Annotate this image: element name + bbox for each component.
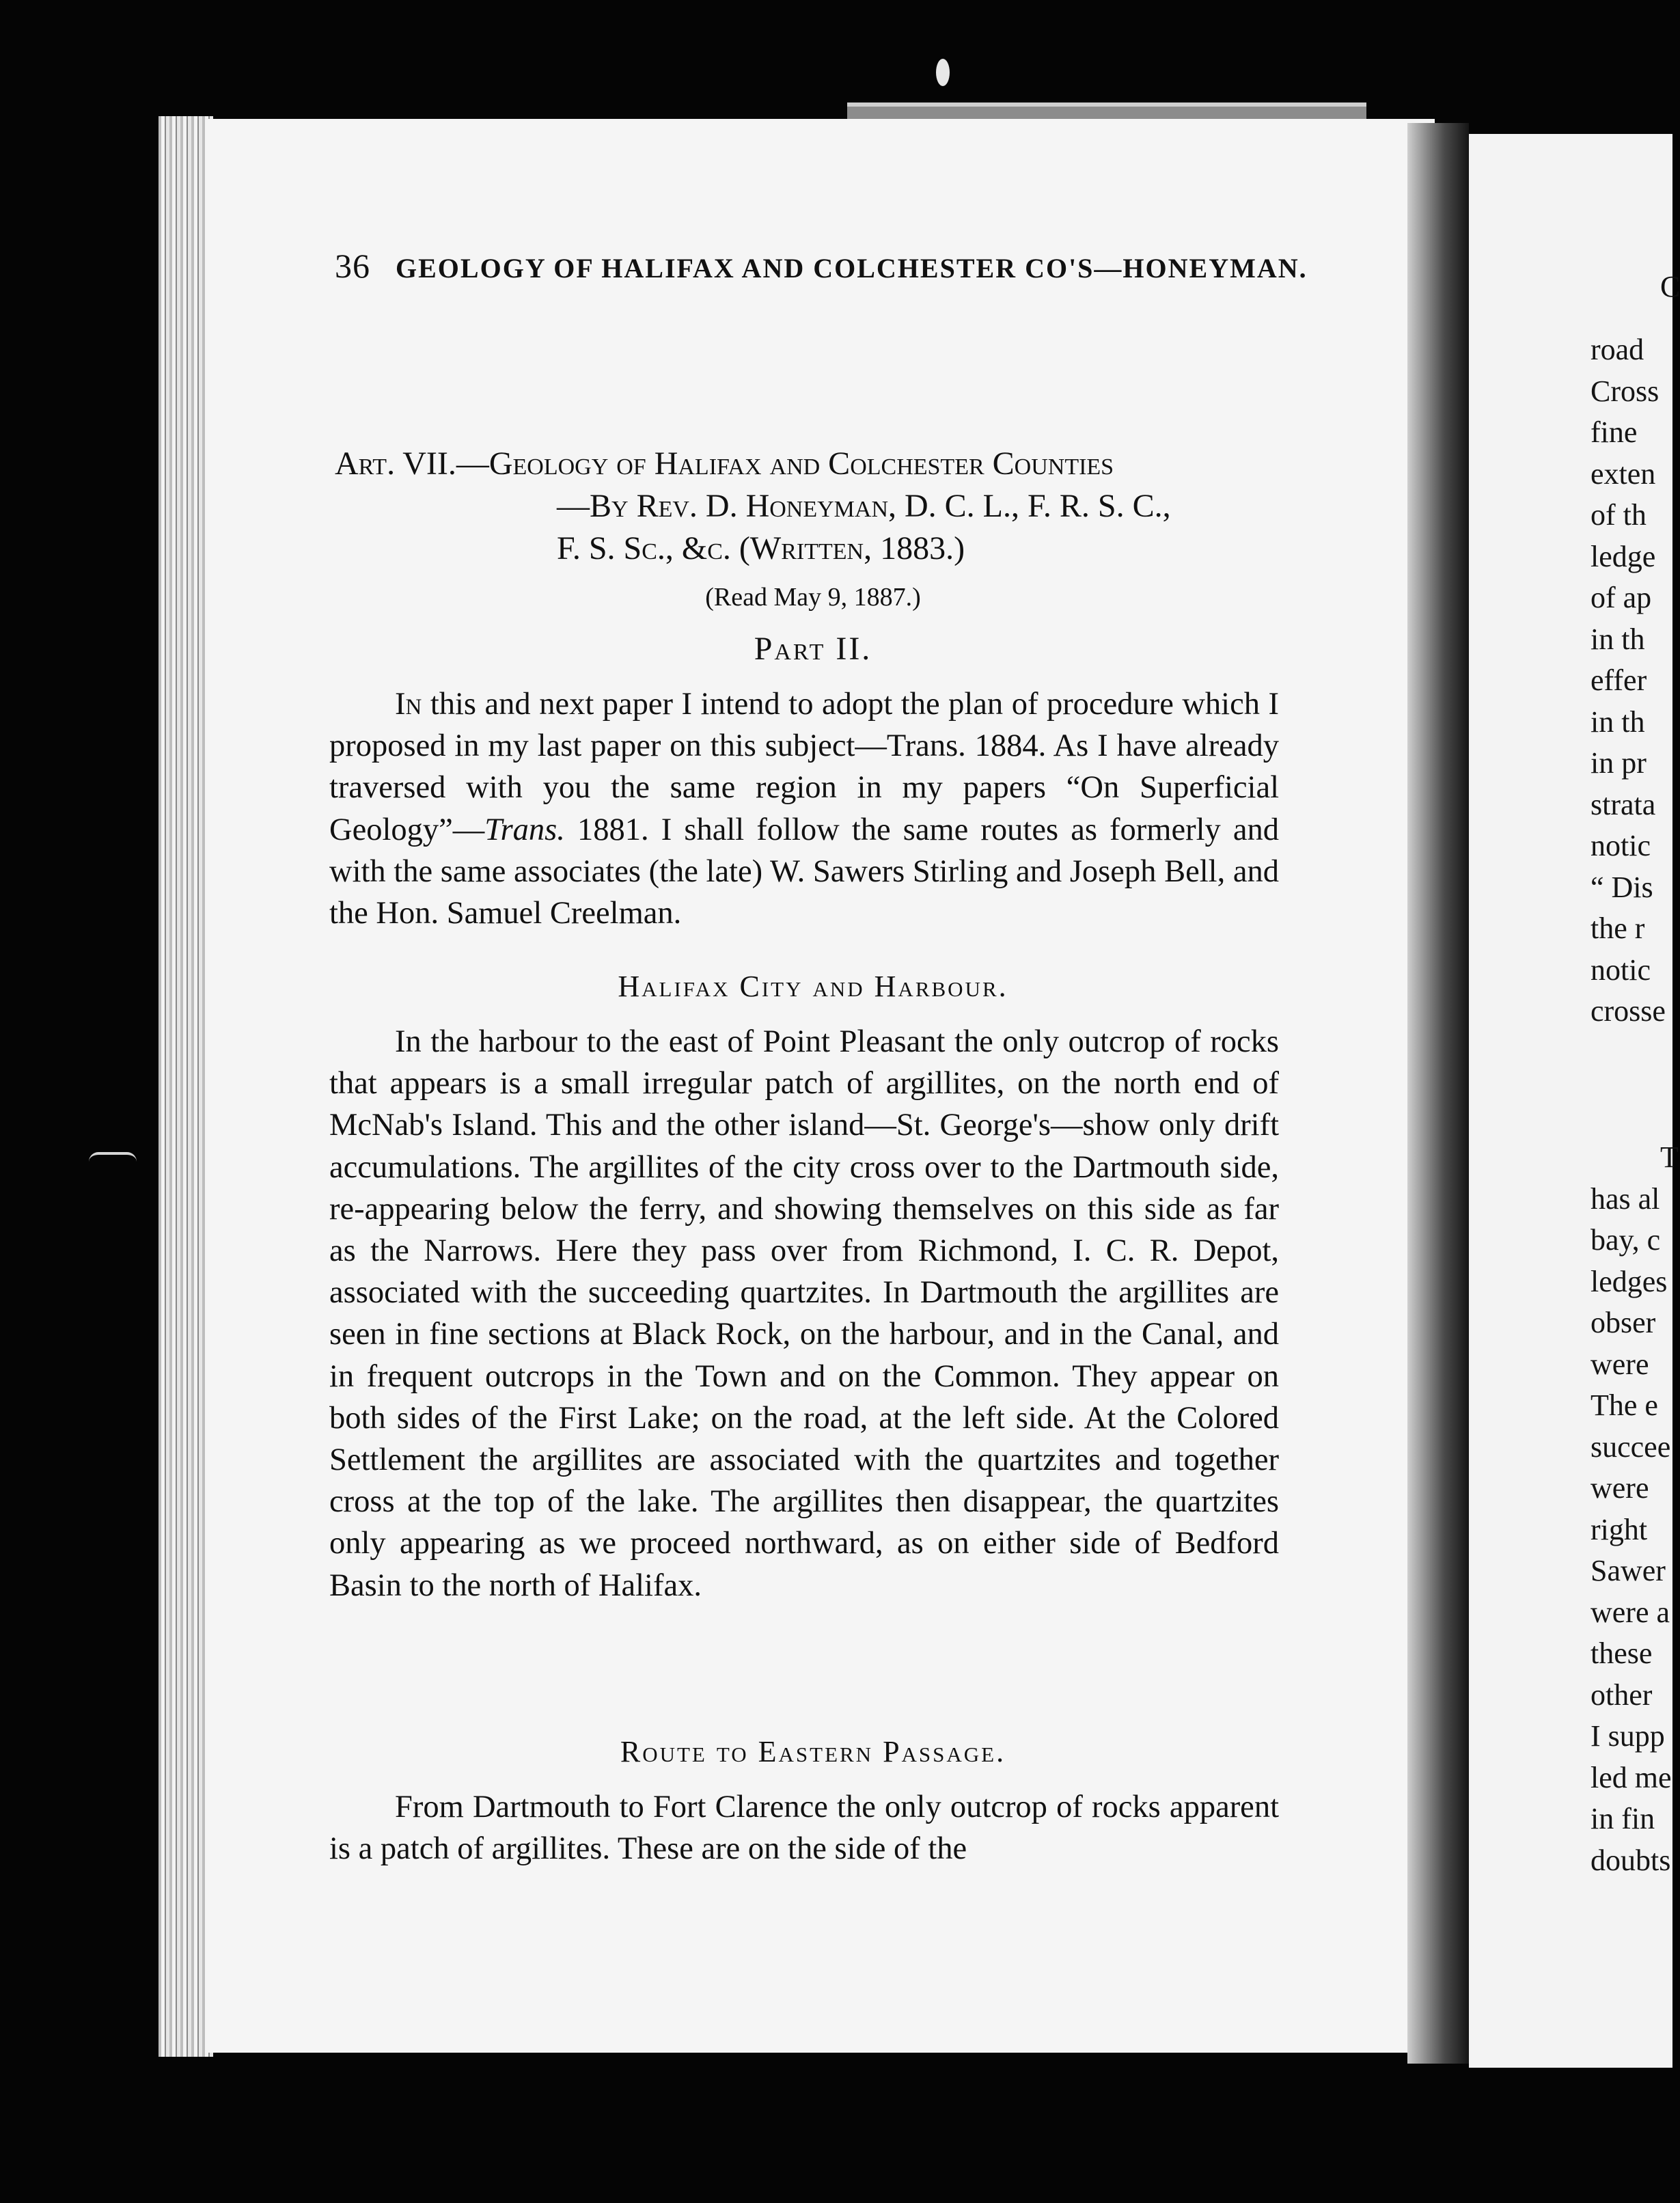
right-page-line: in th [1591, 622, 1645, 656]
right-page-line: were [1591, 1471, 1649, 1505]
right-page-line: succee [1591, 1429, 1671, 1464]
paragraph-halifax-text: In the harbour to the east of Point Pleasant the only outcrop of rocks that appears is a small irregular patch of argillites, on the north end of McNab's Island. This and the other island—St. George's—show only drift accumulations. The argillites of the city cross over to the Dartmouth side, re-appearing below the ferry, and showing themselves on this side as far as the Narrows. Here they pass over from Richmond, I. C. R. Depot, associated with the succeeding quartzites. In Dartmouth the argillites are seen in fine sections at Black Rock, on the harbour, and in the Canal, and in frequent outcrops in the Town and on the Common. They appear on both sides of the First Lake; on the road, at the left side. At the Colored Settlement the argillites are associated with the quartzites and together cross at the top of the lake. The argillites then disappear, the quartzites only appearing as we proceed northward, as on either side of Bedford Basin to the north of Halifax. [329, 1024, 1279, 1603]
right-page-line: has al [1591, 1181, 1660, 1216]
right-page [1469, 134, 1680, 2068]
right-page-line: these [1591, 1637, 1653, 1670]
margin-mark [89, 1152, 137, 1162]
right-page-line: ledges [1591, 1264, 1668, 1298]
section-heading-eastern-passage: Route to Eastern Passage. [620, 1735, 1006, 1768]
right-page-line: in fin [1591, 1802, 1655, 1835]
right-page-line: notic [1591, 953, 1651, 987]
section-heading-halifax: Halifax City and Harbour. [618, 970, 1008, 1003]
right-page-line: doubts [1591, 1843, 1671, 1877]
right-page-line: obser [1591, 1306, 1656, 1339]
right-page-line: I supp [1591, 1719, 1665, 1753]
right-page-line: notic [1591, 829, 1651, 862]
right-page-line: were [1591, 1347, 1649, 1381]
right-page-line: in th [1591, 704, 1645, 739]
right-page-line: Cross [1591, 374, 1660, 408]
paragraph-intro [329, 683, 1279, 934]
right-page-line: The e [1591, 1388, 1658, 1422]
right-page-line: ledge [1591, 539, 1656, 573]
right-page-line: crosse [1591, 994, 1666, 1028]
gutter-shadow [1407, 123, 1469, 2064]
right-page-line: the r [1591, 912, 1645, 945]
right-page-line: led me [1591, 1760, 1672, 1794]
article-title-line-2: —By Rev. D. Honeyman, D. C. L., F. R. S. C., [557, 488, 1171, 524]
running-head [335, 246, 1325, 286]
paragraph-lead-word: In [395, 687, 422, 722]
right-page-line: other [1591, 1678, 1653, 1712]
right-page-line: of th [1591, 498, 1647, 532]
right-page-line: fine [1591, 415, 1638, 449]
right-page-line: T [1660, 1140, 1679, 1174]
right-page-line: of ap [1591, 581, 1652, 614]
page-number: 36 [335, 247, 370, 285]
right-page-line: effer [1591, 663, 1647, 697]
italic-trans: Trans. [484, 812, 565, 847]
read-date-note: (Read May 9, 1887.) [705, 583, 921, 612]
right-page-line: Sawer [1591, 1554, 1666, 1587]
paragraph-halifax [329, 1021, 1279, 1606]
article-title-line-3: F. S. Sc., &c. (Written, 1883.) [557, 530, 965, 566]
right-page-line: bay, c [1591, 1223, 1661, 1257]
right-page-line: were a [1591, 1595, 1670, 1629]
right-page-line: “ Dis [1591, 870, 1653, 904]
right-page-line: in pr [1591, 746, 1647, 780]
paragraph-eastern-passage-text: From Dartmouth to Fort Clarence the only outcrop of rocks apparent is a patch of argillites. These are on the side of the [329, 1790, 1279, 1867]
article-title-line-1: Art. VII.—Geology of Halifax and Colchester Counties [335, 446, 1114, 482]
article-title [335, 443, 1291, 570]
paragraph-intro-end: 1881. I shall follow the same routes as formerly and with the same associates (the late) W. Sawers Stirling and Joseph Bell, and the Hon. Samuel Creelman. [329, 812, 1279, 931]
right-page-line: road [1591, 333, 1644, 366]
paragraph-intro-text: this and next paper I intend to adopt the plan of procedure which I proposed in my last paper on this subject—Trans. 1884. As I have already traversed with you the same region in my papers “On Superficial Geology”— [329, 687, 1279, 847]
paragraph-eastern-passage [329, 1786, 1279, 1870]
right-page-line: exten [1591, 456, 1656, 491]
right-page-line: right [1591, 1512, 1648, 1546]
part-heading: Part II. [754, 631, 872, 667]
right-page-header: C [1660, 270, 1680, 303]
scan-speck [936, 59, 950, 86]
running-title: GEOLOGY OF HALIFAX AND COLCHESTER CO'S—HONEYMAN. [396, 253, 1308, 284]
right-page-line: strata [1591, 787, 1656, 821]
